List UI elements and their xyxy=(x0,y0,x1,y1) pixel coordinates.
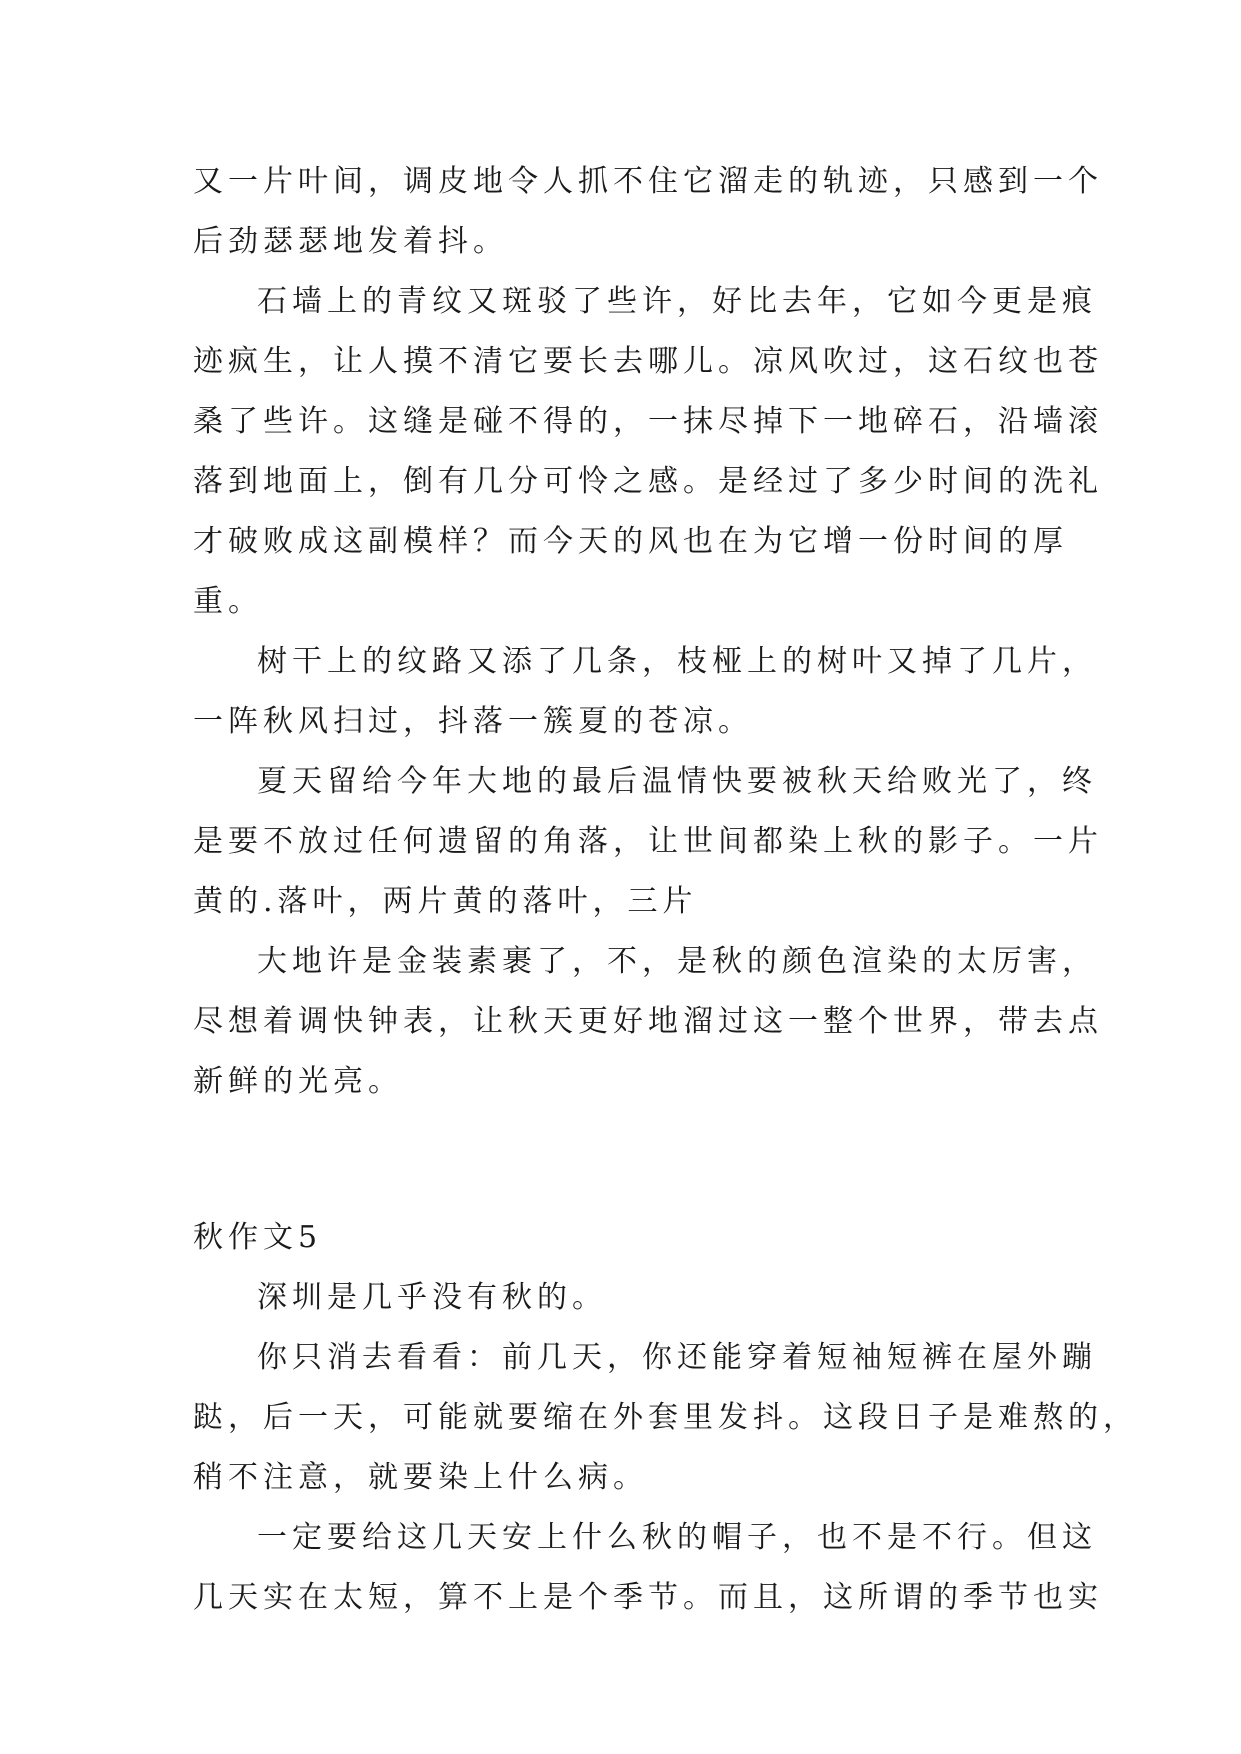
text-line: 一定要给这几天安上什么秋的帽子，也不是不行。但这 xyxy=(257,1520,1097,1555)
text-line: 树干上的纹路又添了几条，枝桠上的树叶又掉了几片， xyxy=(257,644,1097,679)
text-line: 石墙上的青纹又斑驳了些许，好比去年，它如今更是痕 xyxy=(257,284,1097,319)
text-line: 夏天留给今年大地的最后温情快要被秋天给败光了，终 xyxy=(257,764,1097,799)
text-line: 迹疯生，让人摸不清它要长去哪儿。凉风吹过，这石纹也苍 xyxy=(193,344,1103,379)
paragraph-tree-trunk xyxy=(193,632,1097,752)
text-line: 新鲜的光亮。 xyxy=(193,1064,403,1099)
text-line: 才破败成这副模样？而今天的风也在为它增一份时间的厚 xyxy=(193,524,1068,559)
text-line: 黄的.落叶，两片黄的落叶，三片 xyxy=(193,884,698,919)
text-line: 是要不放过任何遗留的角落，让世间都染上秋的影子。一片 xyxy=(193,824,1103,859)
paragraph-autumn-hat xyxy=(193,1508,1103,1628)
paragraph-summer-warmth xyxy=(193,752,1103,932)
text-line: 后劲瑟瑟地发着抖。 xyxy=(193,224,508,259)
paragraph-continuation xyxy=(193,152,1103,272)
text-line: 尽想着调快钟表，让秋天更好地溜过这一整个世界，带去点 xyxy=(193,1004,1103,1039)
text-line: 桑了些许。这缝是碰不得的，一抹尽掉下一地碎石，沿墙滚 xyxy=(193,404,1103,439)
text-line: 你只消去看看：前几天，你还能穿着短袖短裤在屋外蹦 xyxy=(257,1340,1097,1375)
document-page xyxy=(193,152,1138,1628)
text-line: 重。 xyxy=(193,584,263,619)
paragraph-few-days xyxy=(193,1328,1138,1508)
text-line: 落到地面上，倒有几分可怜之感。是经过了多少时间的洗礼 xyxy=(193,464,1103,499)
text-line: 一阵秋风扫过，抖落一簇夏的苍凉。 xyxy=(193,704,753,739)
text-line: 稍不注意，就要染上什么病。 xyxy=(193,1460,648,1495)
paragraph-golden-earth xyxy=(193,932,1103,1112)
section-title: 秋作文5 xyxy=(193,1220,323,1255)
paragraph-shenzhen xyxy=(193,1268,1063,1328)
text-line: 大地许是金装素裹了，不，是秋的颜色渲染的太厉害， xyxy=(257,944,1097,979)
section-spacer xyxy=(193,1112,1063,1208)
text-line: 跶，后一天，可能就要缩在外套里发抖。这段日子是难熬的， xyxy=(193,1400,1138,1435)
text-line: 深圳是几乎没有秋的。 xyxy=(257,1280,607,1315)
paragraph-stone-wall xyxy=(193,272,1103,632)
text-line: 又一片叶间，调皮地令人抓不住它溜走的轨迹，只感到一个 xyxy=(193,164,1103,199)
text-line: 几天实在太短，算不上是个季节。而且，这所谓的季节也实 xyxy=(193,1580,1103,1615)
